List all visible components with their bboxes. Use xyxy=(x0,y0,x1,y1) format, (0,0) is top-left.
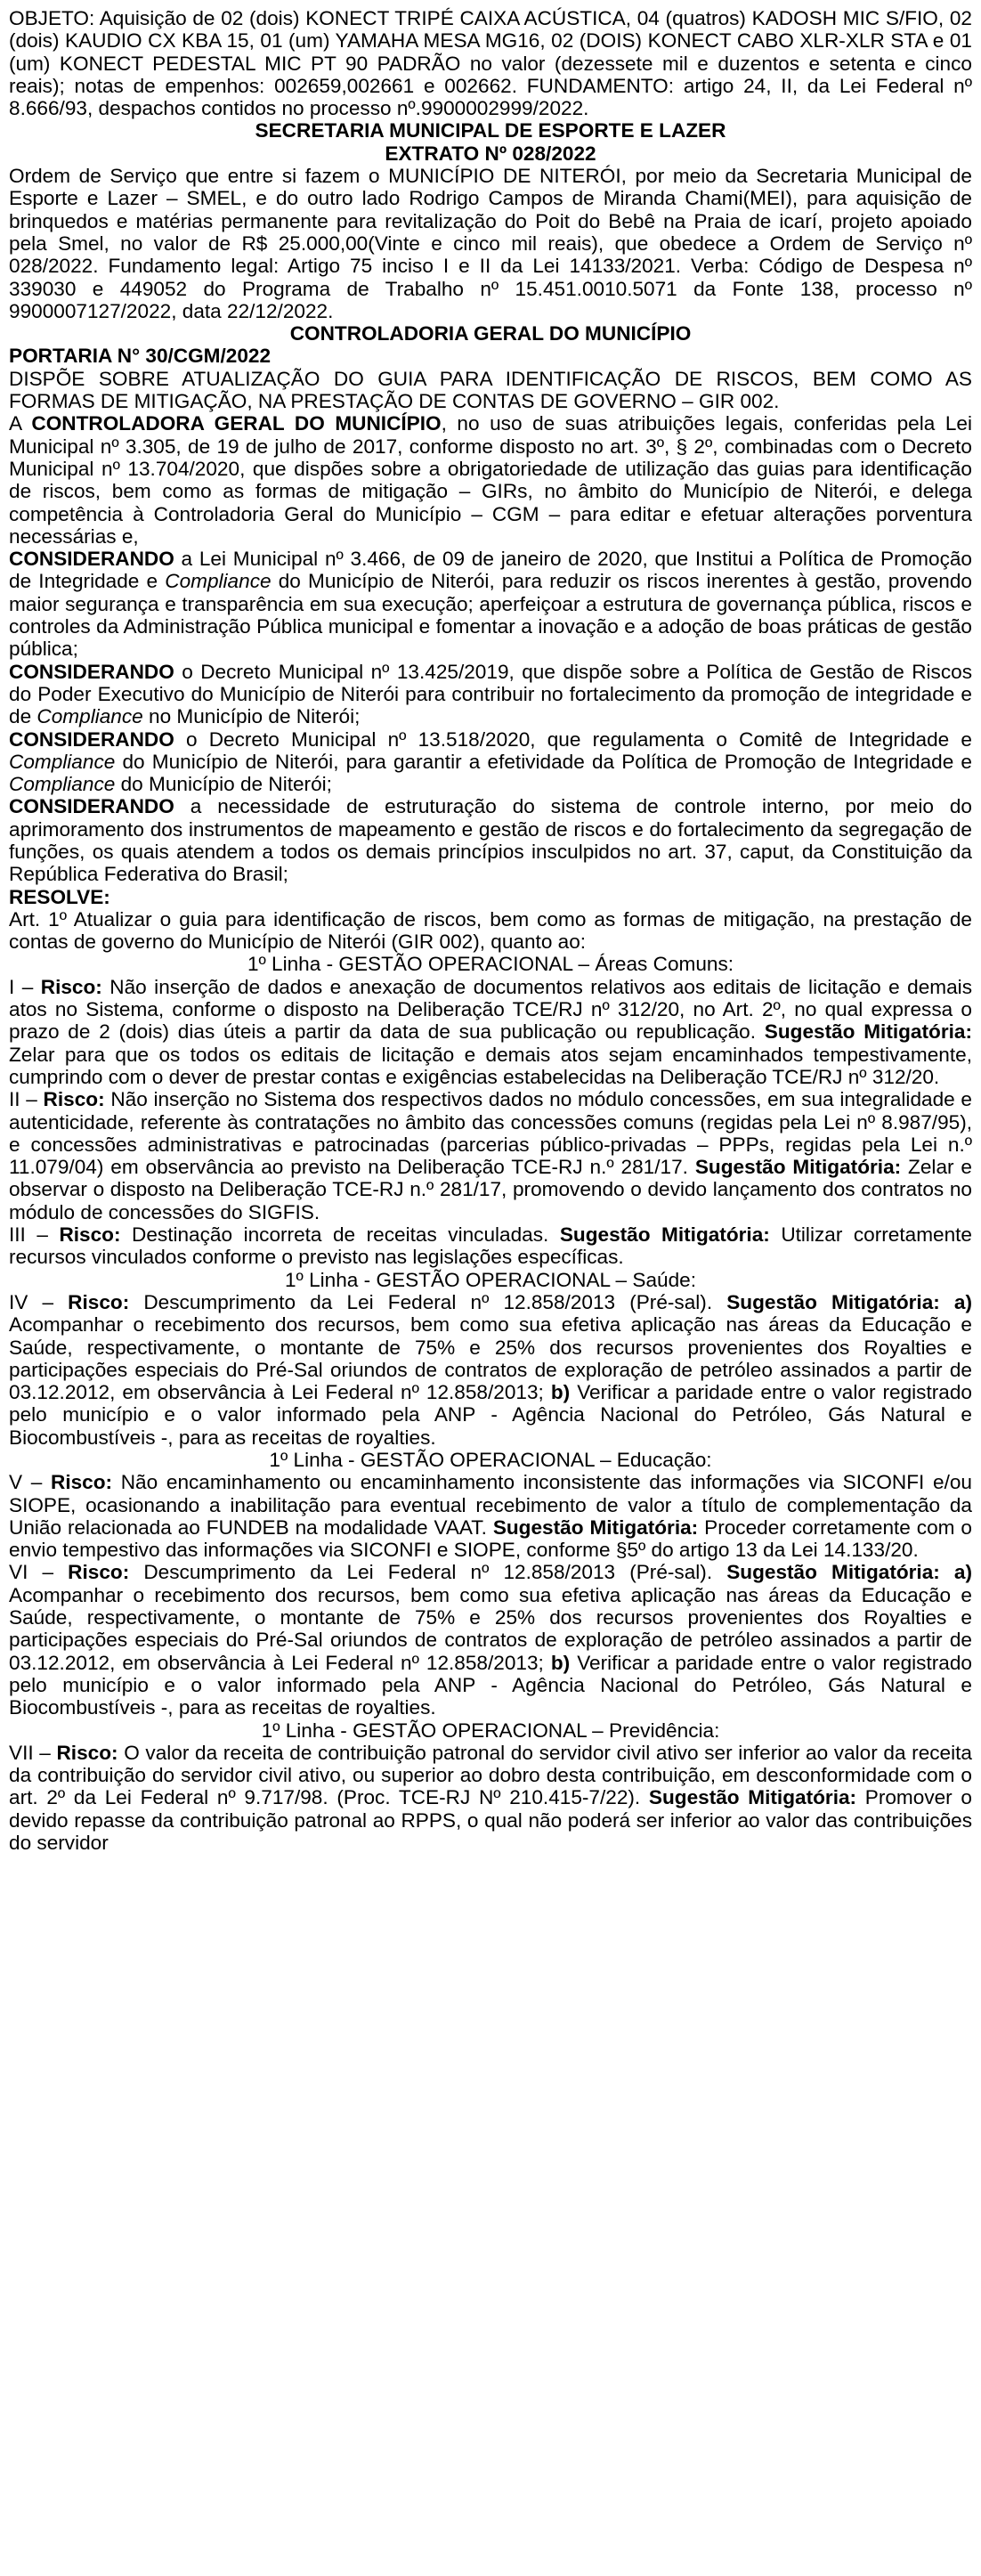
text-run: V – xyxy=(9,1471,51,1494)
bold-text-run: Sugestão Mitigatória: xyxy=(764,1020,972,1044)
paragraph xyxy=(9,908,972,954)
portaria-number: PORTARIA N° 30/CGM/2022 xyxy=(9,345,272,368)
paragraph xyxy=(9,728,972,796)
text-run: Zelar e observar o disposto na Deliberação TCE-RJ n.º 281/17, promovendo o devido lançamento dos contratos no módulo de concessões do SIGFIS. xyxy=(9,1156,972,1223)
text-run: no Município de Niterói; xyxy=(142,705,361,728)
paragraph xyxy=(9,1561,972,1719)
educacao-items xyxy=(9,1471,972,1719)
bold-text-run: Sugestão Mitigatória: xyxy=(694,1156,902,1179)
text-run: do Município de Niterói, para garantir a efetividade da Política de Promoção de Integridade e xyxy=(115,750,972,773)
paragraph xyxy=(9,661,972,728)
bold-text-run: Sugestão Mitigatória: a) xyxy=(726,1290,973,1313)
bold-text-run: Sugestão Mitigatória: xyxy=(492,1516,699,1539)
text-run: I – xyxy=(9,975,41,998)
text-run: Proceder corretamente com o envio tempestivo das informações via SICONFI e SIOPE, conforme §5º do artigo 13 da Lei 14.133/20. xyxy=(9,1516,972,1562)
bold-text-run: Sugestão Mitigatória: xyxy=(559,1223,770,1247)
previdencia-items xyxy=(9,1742,972,1854)
text-run: do Município de Niterói, para reduzir os riscos inerentes à gestão, provendo maior segurança e transparência em sua execução; aperfeiçoar a estrutura de governança pública, riscos e controles da Administração Pública municipal e fomentar a inovação e a adoção de boas práticas de gestão pública; xyxy=(9,570,972,661)
text-run: Não inserção no Sistema dos respectivos dados no módulo concessões, em sua integralidade e autenticidade, referente às contratações no âmbito das concessões comuns (regidas pela Lei nº 8.987/95), e concessões administrativas e patrocinadas (parcerias público-privadas – PPPs, regidas pela Lei n.º 11.079/04) em observância ao previsto na Deliberação TCE-RJ n.º 281/17. xyxy=(9,1088,972,1179)
areas-comuns-items xyxy=(9,976,972,1269)
text-run: II – xyxy=(9,1088,44,1111)
text-run: A xyxy=(9,412,32,435)
text-run: o Decreto Municipal nº 13.518/2020, que regulamenta o Comitê de Integridade e xyxy=(174,727,972,751)
smel-extrato-text xyxy=(9,165,972,322)
text-run: Art. 1º Atualizar o guia para identificação de riscos, bem como as formas de mitigação, na prestação de contas de governo do Município de Niterói (GIR 002), quanto ao: xyxy=(9,907,972,954)
italic-text-run: Compliance xyxy=(165,570,272,593)
linha-educacao-heading: 1º Linha - GESTÃO OPERACIONAL – Educação: xyxy=(269,1449,712,1471)
text-run: Descumprimento da Lei Federal nº 12.858/2013 (Pré-sal). xyxy=(129,1290,727,1313)
paragraph xyxy=(9,886,972,908)
bold-text-run: Sugestão Mitigatória: a) xyxy=(726,1561,973,1584)
linha-areas-comuns-heading: 1º Linha - GESTÃO OPERACIONAL – Áreas Comuns: xyxy=(247,953,734,976)
linha-saude-heading: 1º Linha - GESTÃO OPERACIONAL – Saúde: xyxy=(284,1268,696,1291)
bold-text-run: b) xyxy=(550,1381,571,1404)
portaria-ementa: DISPÕE SOBRE ATUALIZAÇÃO DO GUIA PARA IDENTIFICAÇÃO DE RISCOS, BEM COMO AS FORMAS DE MITIGAÇÃO, NA PRESTAÇÃO DE CONTAS DE GOVERNO – GIR 002. xyxy=(9,367,972,413)
saude-items xyxy=(9,1291,972,1449)
text-run: a necessidade de estruturação do sistema de controle interno, por meio do aprimoramento dos instrumentos de mapeamento e gestão de riscos e do fortalecimento da segregação de funções, os quais atendem a todos os demais princípios insculpidos no art. 37, caput, da Constituição da República Federativa do Brasil; xyxy=(9,795,972,886)
text-run: Acompanhar o recebimento dos recursos, bem como sua efetiva aplicação nas áreas da Educação e Saúde, respectivamente, o montante de 75% e 25% dos recursos provenientes dos Royalties e participações especiais do Pré-Sal oriundos de contratos de exploração de petróleo assinados a partir de 03.12.2012, em observância à Lei Federal nº 12.858/2013; xyxy=(9,1313,972,1404)
text-run: Destinação incorreta de receitas vinculadas. xyxy=(120,1223,560,1247)
paragraph xyxy=(9,976,972,1088)
text-run: o Decreto Municipal nº 13.425/2019, que dispõe sobre a Política de Gestão de Riscos do Poder Executivo do Município de Niterói para contribuir no fortalecimento da promoção de integridade e de xyxy=(9,660,972,728)
text-run: Não encaminhamento ou encaminhamento inconsistente das informações via SICONFI e/ou SIOPE, ocasionando a inabilitação para eventual recebimento de valor a título de complementação da União relacionada ao FUNDEB na modalidade VAAT. xyxy=(9,1471,972,1539)
smel-heading: SECRETARIA MUNICIPAL DE ESPORTE E LAZER xyxy=(255,119,726,142)
portaria-preamble xyxy=(9,412,972,953)
text-run: IV – xyxy=(9,1290,69,1313)
text-run: Acompanhar o recebimento dos recursos, bem como sua efetiva aplicação nas áreas da Educação e Saúde, respectivamente, o montante de 75% e 25% dos recursos provenientes dos Royalties e participações especiais do Pré-Sal oriundos de contratos de exploração de petróleo assinados a partir de 03.12.2012, em observância à Lei Federal nº 12.858/2013; xyxy=(9,1583,972,1674)
bold-text-run: CONSIDERANDO xyxy=(9,727,174,751)
linha-previdencia-heading: 1º Linha - GESTÃO OPERACIONAL – Previdência: xyxy=(261,1719,720,1742)
paragraph xyxy=(9,1223,972,1269)
smel-extrato-heading: EXTRATO Nº 028/2022 xyxy=(385,142,596,165)
text-run: Zelar para que os todos os editais de licitação e demais atos sejam encaminhados tempestivamente, cumprindo com o dever de prestar contas e exigências estabelecidas na Deliberação TCE/RJ nº 312/20. xyxy=(9,1043,972,1088)
paragraph xyxy=(9,412,972,548)
text-run: Utilizar corretamente recursos vinculados conforme o previsto nas legislações específicas. xyxy=(9,1223,972,1269)
text-run: III – xyxy=(9,1223,60,1247)
paragraph xyxy=(9,1742,972,1854)
text-run: O valor da receita de contribuição patronal do servidor civil ativo ser inferior ao valor da receita da contribuição do servidor civil ativo, ou superior ao dobro desta contribuição, em desconformidade com o art. 2º da Lei Federal nº 9.717/98. (Proc. TCE-RJ Nº 210.415-7/22). xyxy=(9,1741,972,1809)
bold-text-run: CONTROLADORA GERAL DO MUNICÍPIO xyxy=(31,412,442,435)
text-run: , no uso de suas atribuições legais, conferidas pela Lei Municipal nº 3.305, de 19 de julho de 2017, conforme disposto no art. 3º, § 2º, combinadas com o Decreto Municipal nº 13.704/2020, que dispões sobre a obrigatoriedade de utilização das guias para identificação de riscos, bem como as formas de mitigação – GIRs, no âmbito do Município de Niterói, e delega competência à Controladoria Geral do Município – CGM – para editar e efetuar alterações porventura necessárias e, xyxy=(9,412,972,548)
text-run: Não inserção de dados e anexação de documentos relativos aos editais de licitação e demais atos no Sistema, conforme o disposto na Deliberação TCE/RJ nº 312/20, no Art. 2º, no qual expressa o prazo de 2 (dois) dias úteis a partir da data de sua publicação ou republicação. xyxy=(9,975,972,1044)
paragraph xyxy=(9,548,972,660)
text-run: Ordem de Serviço que entre si fazem o MUNICÍPIO DE NITERÓI, por meio da Secretaria Municipal de Esporte e Lazer – SMEL, e do outro lado Rodrigo Campos de Miranda Chami(MEI), para aquisição de brinquedos e matérias permanente para revitalização do Poit do Bebê na Praia de icarí, projeto apoiado pela Smel, no valor de R$ 25.000,00(Vinte e cinco mil reais), que obedece a Ordem de Serviço nº 028/2022. Fundamento legal: Artigo 75 inciso I e II da Lei 14133/2021. Verba: Código de Despesa nº 339030 e 449052 do Programa de Trabalho nº 15.451.0010.5071 da Fonte 138, processo nº 9900007127/2022, data 22/12/2022. xyxy=(9,165,972,322)
bold-text-run: RESOLVE: xyxy=(9,885,110,908)
bold-text-run: Risco: xyxy=(43,1088,105,1111)
bold-text-run: Risco: xyxy=(59,1223,121,1247)
text-run: Descumprimento da Lei Federal nº 12.858/2013 (Pré-sal). xyxy=(129,1561,727,1584)
text-run: do Município de Niterói; xyxy=(115,773,332,796)
bold-text-run: Risco: xyxy=(68,1290,130,1313)
paragraph xyxy=(9,1291,972,1449)
cgm-heading: CONTROLADORIA GERAL DO MUNICÍPIO xyxy=(289,322,692,345)
text-run: Verificar a paridade entre o valor registrado pelo município e o valor informado pela ANP - Agência Nacional do Petróleo, Gás Natural e Biocombustíveis -, para as receitas de royalties. xyxy=(9,1381,972,1449)
bold-text-run: Risco: xyxy=(56,1741,118,1764)
text-run: Verificar a paridade entre o valor registrado pelo município e o valor informado pela ANP - Agência Nacional do Petróleo, Gás Natural e Biocombustíveis -, para as receitas de royalties. xyxy=(9,1651,972,1719)
text-run: OBJETO: Aquisição de 02 (dois) KONECT TRIPÉ CAIXA ACÚSTICA, 04 (quatros) KADOSH MIC S/FIO, 02 (dois) KAUDIO CX KBA 15, 01 (um) YAMAHA MESA MG16, 02 (DOIS) KONECT CABO XLR-XLR STA e 01 (um) KONECT PEDESTAL MIC PT 90 PADRÃO no valor (dezessete mil e duzentos e setenta e cinco reais); notas de empenhos: 002659,002661 e 002662. FUNDAMENTO: artigo 24, II, da Lei Federal nº 8.666/93, despachos contidos no processo nº.9900002999/2022. xyxy=(9,7,972,120)
text-run: VI – xyxy=(9,1561,69,1584)
bold-text-run: Sugestão Mitigatória: xyxy=(648,1786,857,1809)
bold-text-run: Risco: xyxy=(40,975,102,998)
italic-text-run: Compliance xyxy=(9,750,116,773)
bold-text-run: Risco: xyxy=(68,1561,130,1584)
bold-text-run: Risco: xyxy=(51,1471,113,1494)
bold-text-run: CONSIDERANDO xyxy=(9,795,174,818)
text-run: VII – xyxy=(9,1741,57,1764)
italic-text-run: Compliance xyxy=(9,773,116,796)
paragraph xyxy=(9,1471,972,1561)
bold-text-run: CONSIDERANDO xyxy=(9,548,174,571)
objeto-paragraph xyxy=(9,7,972,119)
bold-text-run: CONSIDERANDO xyxy=(9,660,174,683)
italic-text-run: Compliance xyxy=(36,705,143,728)
text-run: Promover o devido repasse da contribuição patronal ao RPPS, o qual não poderá ser inferior ao valor das contribuições do servidor xyxy=(9,1786,972,1855)
text-run: a Lei Municipal nº 3.466, de 09 de janeiro de 2020, que Institui a Política de Promoção de Integridade e xyxy=(9,548,972,593)
paragraph xyxy=(9,1088,972,1223)
paragraph xyxy=(9,795,972,885)
bold-text-run: b) xyxy=(550,1651,571,1674)
